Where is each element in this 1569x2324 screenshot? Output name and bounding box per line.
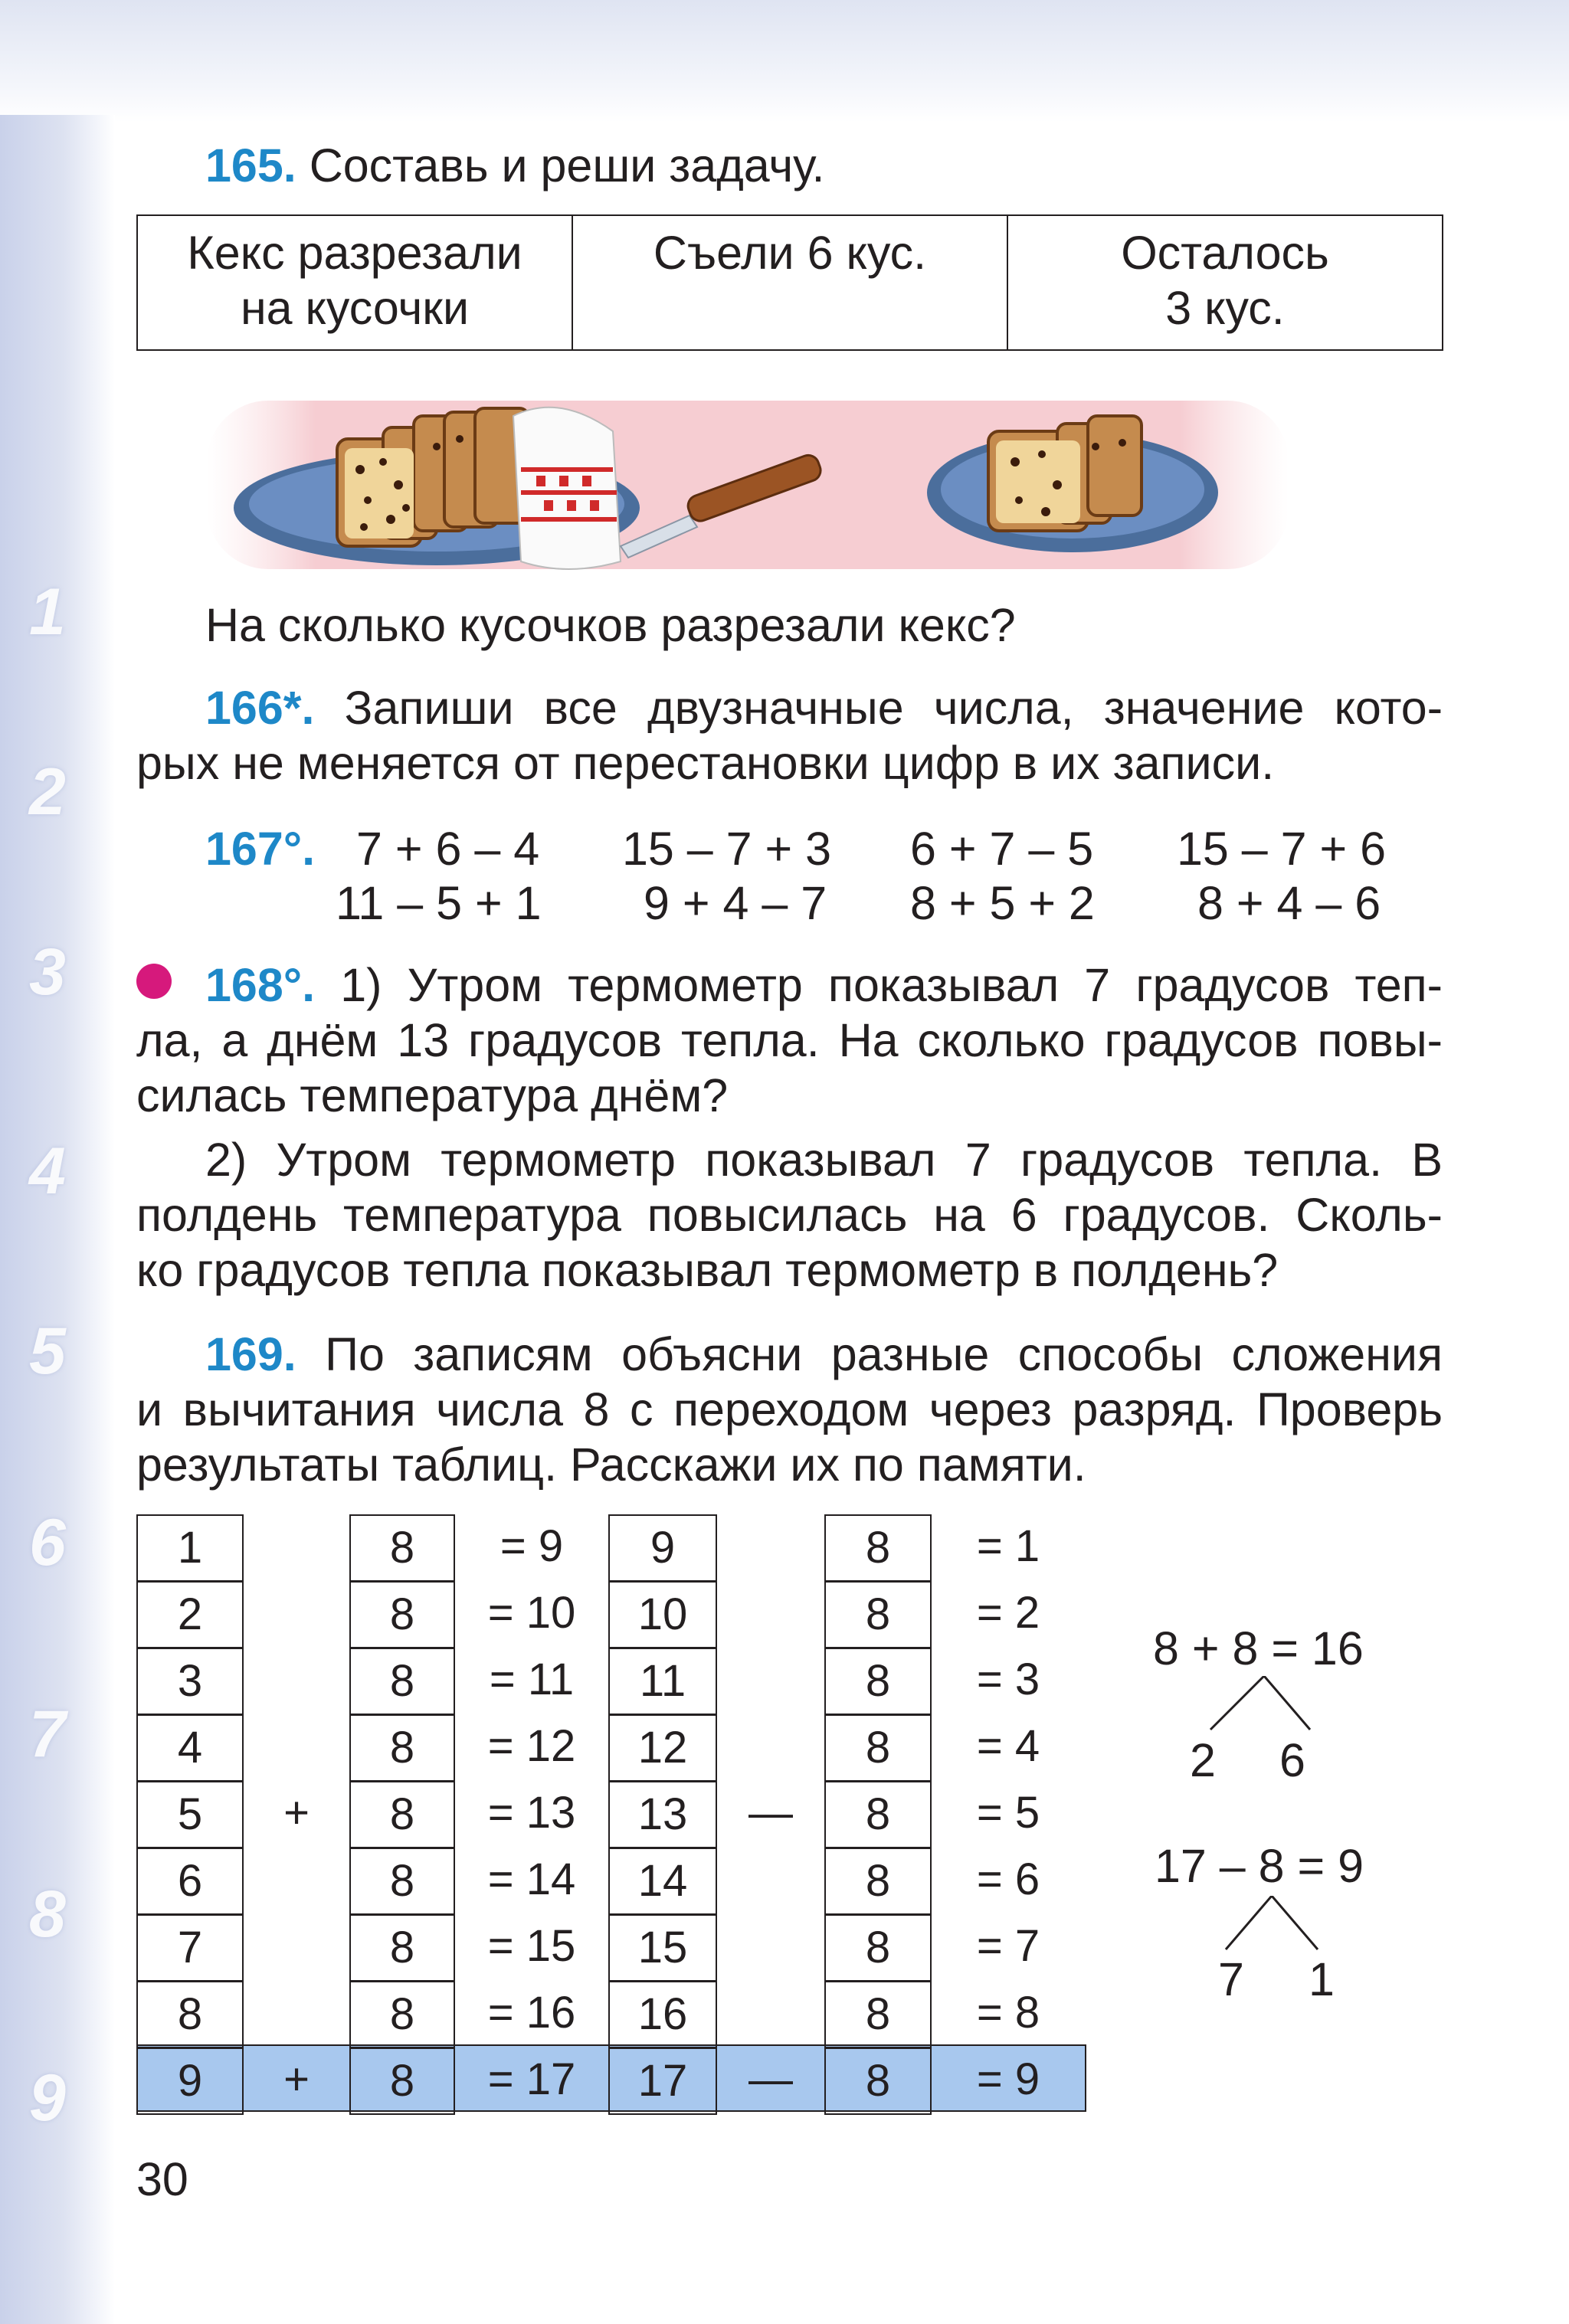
sidebar-number: 1 [29,575,66,649]
table-cell: Осталось 3 кус. [1007,215,1443,350]
expression: 6 + 7 – 5 [910,823,1094,875]
table-cell: = 8 [976,1988,1040,2038]
table-cell: = 10 [487,1588,576,1638]
table-cell: 8 [349,1781,455,1848]
task-168-part1: 168°. 1) Утром термометр показывал 7 градусов теп- ла, а днём 13 градусов тепла. На сколько градусов повы- силась температура днём? [136,959,1443,1121]
sidebar-number: 4 [29,1134,66,1208]
table-cell: 9 [136,2047,244,2115]
table-cell: 8 [349,1981,455,2048]
table-cell: 8 [136,1981,244,2048]
table-cell: = 4 [976,1721,1040,1771]
table-cell: 14 [608,1848,717,1915]
decomp-part: 1 [1309,1953,1335,2005]
table-cell: 15 [608,1914,717,1982]
table-cell: 8 [824,1848,932,1915]
decomp-equation: 8 + 8 = 16 [1153,1622,1364,1674]
table-cell: 8 [824,1914,932,1982]
plus-sign: + [283,1788,310,1838]
decomp-equation: 17 – 8 = 9 [1155,1840,1364,1892]
table-cell: 12 [608,1714,717,1782]
top-band [0,0,1569,123]
table-cell: = 15 [487,1921,576,1971]
table-cell: 8 [824,2047,932,2115]
table-cell: = 7 [976,1921,1040,1971]
minus-sign: — [748,2054,793,2104]
table-cell: 10 [608,1581,717,1648]
expression: 7 + 6 – 4 [356,823,540,875]
expression: 15 – 7 + 6 [1177,823,1387,875]
table-cell: = 6 [976,1854,1040,1904]
sidebar-number: 7 [29,1697,66,1771]
table-cell: 8 [349,1848,455,1915]
table-cell: 3 [136,1648,244,1715]
decomp-part: 2 [1190,1734,1216,1786]
expression: 8 + 4 – 6 [1197,877,1381,929]
table-cell: 8 [824,1781,932,1848]
table-cell: 11 [608,1648,717,1715]
table-cell: = 2 [976,1588,1040,1638]
table-cell: = 11 [489,1655,575,1704]
task-number: 165. [205,139,296,191]
table-cell: = 5 [976,1788,1040,1838]
minus-sign: — [748,1788,793,1838]
expression: 8 + 5 + 2 [910,877,1095,929]
task-166: 166*. Запиши все двузначные числа, значение кото- рых не меняется от перестановки цифр в их записи. [136,682,1443,789]
table-cell: 8 [824,1514,932,1582]
table-cell: 9 [608,1514,717,1582]
sidebar-number: 8 [29,1877,66,1951]
plus-sign: + [283,2054,310,2104]
table-cell: = 9 [976,2054,1040,2104]
table-cell: 1 [136,1514,244,1582]
table-cell: Съели 6 кус. [572,215,1007,350]
sidebar-number: 6 [29,1506,66,1579]
table-cell: 8 [824,1648,932,1715]
table-cell: = 1 [976,1521,1040,1571]
table-cell: 8 [349,1514,455,1582]
expression: 15 – 7 + 3 [622,823,832,875]
table-cell: 13 [608,1781,717,1848]
task-168-part2: 2) Утром термометр показывал 7 градусов тепла. В полдень температура повысилась на 6 градусов. Сколь- ко градусов тепла показывал термометр в полдень? [136,1134,1443,1296]
task-169: 169. По записям объясни разные способы сложения и вычитания числа 8 с переходом через разряд. Проверь результаты таблиц. Расскажи их по памяти. [136,1328,1443,1491]
table-cell: 8 [349,2047,455,2115]
sidebar-strip [0,115,115,2324]
task-number: 166*. [205,682,315,734]
table-cell: 2 [136,1581,244,1648]
task-number: 168°. [205,959,316,1011]
table-cell: 16 [608,1981,717,2048]
sidebar-number: 9 [29,2061,66,2135]
table-cell: 8 [349,1714,455,1782]
table-cell: = 9 [500,1521,564,1571]
table-cell: = 16 [487,1988,576,2038]
sidebar-number: 3 [29,935,66,1009]
table-cell: = 12 [487,1721,576,1771]
task-number: 167°. [205,823,316,875]
table-cell: Кекс разрезали на кусочки [137,215,572,350]
task-number: 169. [205,1328,296,1380]
page-number: 30 [136,2153,188,2205]
decomp-branches [1195,1676,1333,1737]
table-cell: 8 [824,1714,932,1782]
sidebar-number: 2 [29,755,66,829]
expression: 11 – 5 + 1 [336,877,542,929]
table-cell: = 14 [487,1854,576,1904]
task-165-question: На сколько кусочков разрезали кекс? [205,599,1016,651]
table-cell: 6 [136,1848,244,1915]
cake-illustration [207,385,1289,577]
decomp-branches [1210,1896,1333,1957]
table-cell: = 13 [487,1788,576,1838]
table-cell: 8 [824,1981,932,2048]
table-cell: 8 [349,1581,455,1648]
table-cell: 5 [136,1781,244,1848]
table-cell: 8 [349,1914,455,1982]
decomp-part: 7 [1218,1953,1244,2005]
task-165-table [136,214,1443,351]
table-cell: 4 [136,1714,244,1782]
task-title: Составь и реши задачу. [309,139,825,191]
table-cell: 17 [608,2047,717,2115]
sidebar-number: 5 [29,1314,66,1388]
table-cell: = 3 [976,1655,1040,1704]
decomp-part: 6 [1279,1734,1305,1786]
table-cell: 8 [349,1648,455,1715]
expression: 9 + 4 – 7 [644,877,827,929]
table-cell: 7 [136,1914,244,1982]
task-165-heading [205,138,825,193]
table-cell: 8 [824,1581,932,1648]
table-cell: = 17 [487,2054,576,2104]
